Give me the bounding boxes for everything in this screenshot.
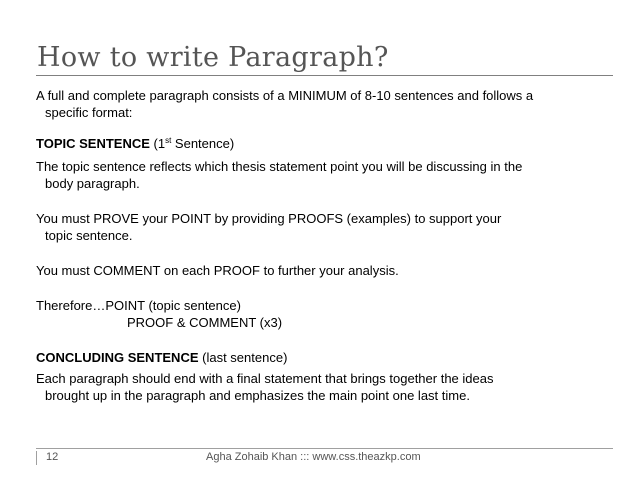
topic-heading-label: TOPIC SENTENCE [36,136,150,151]
footer-credit: Agha Zohaib Khan ::: www.css.theazkp.com [206,451,421,463]
comment-line: You must COMMENT on each PROOF to further your analysis. [36,263,399,278]
intro-line-2: specific format: [45,105,133,120]
concluding-desc-line-1: Each paragraph should end with a final statement that brings together the ideas [36,371,494,386]
prove-line-2: topic sentence. [45,228,133,243]
prove-paragraph [36,210,606,244]
comment-paragraph [36,262,606,279]
topic-heading-note: (1st Sentence) [153,136,235,151]
intro-paragraph [36,87,606,121]
slide-title: How to write Paragraph? [37,42,389,73]
topic-desc-line-1: The topic sentence reflects which thesis statement point you will be discussing in the [36,159,523,174]
concluding-desc-line-2: brought up in the paragraph and emphasizes the main point one last time. [45,388,470,403]
footer-divider [36,448,613,449]
therefore-paragraph [36,297,606,331]
slide-body [36,87,606,422]
prove-line-1: You must PROVE your POINT by providing PROOFS (examples) to support your [36,211,502,226]
concluding-description [36,370,606,404]
concluding-heading-label: CONCLUDING SENTENCE [36,350,199,365]
page-number-divider [36,451,37,465]
page-number: 12 [46,451,59,463]
intro-line-1: A full and complete paragraph consists of a MINIMUM of 8-10 sentences and follows a [36,88,534,103]
concluding-heading [36,349,606,366]
concluding-heading-note: (last sentence) [202,350,288,365]
proof-comment-line: PROOF & COMMENT (x3) [127,315,283,330]
therefore-line: Therefore…POINT (topic sentence) [36,298,241,313]
title-divider [36,75,613,76]
topic-desc-line-2: body paragraph. [45,176,140,191]
topic-description [36,158,606,192]
topic-sentence-heading [36,135,606,152]
